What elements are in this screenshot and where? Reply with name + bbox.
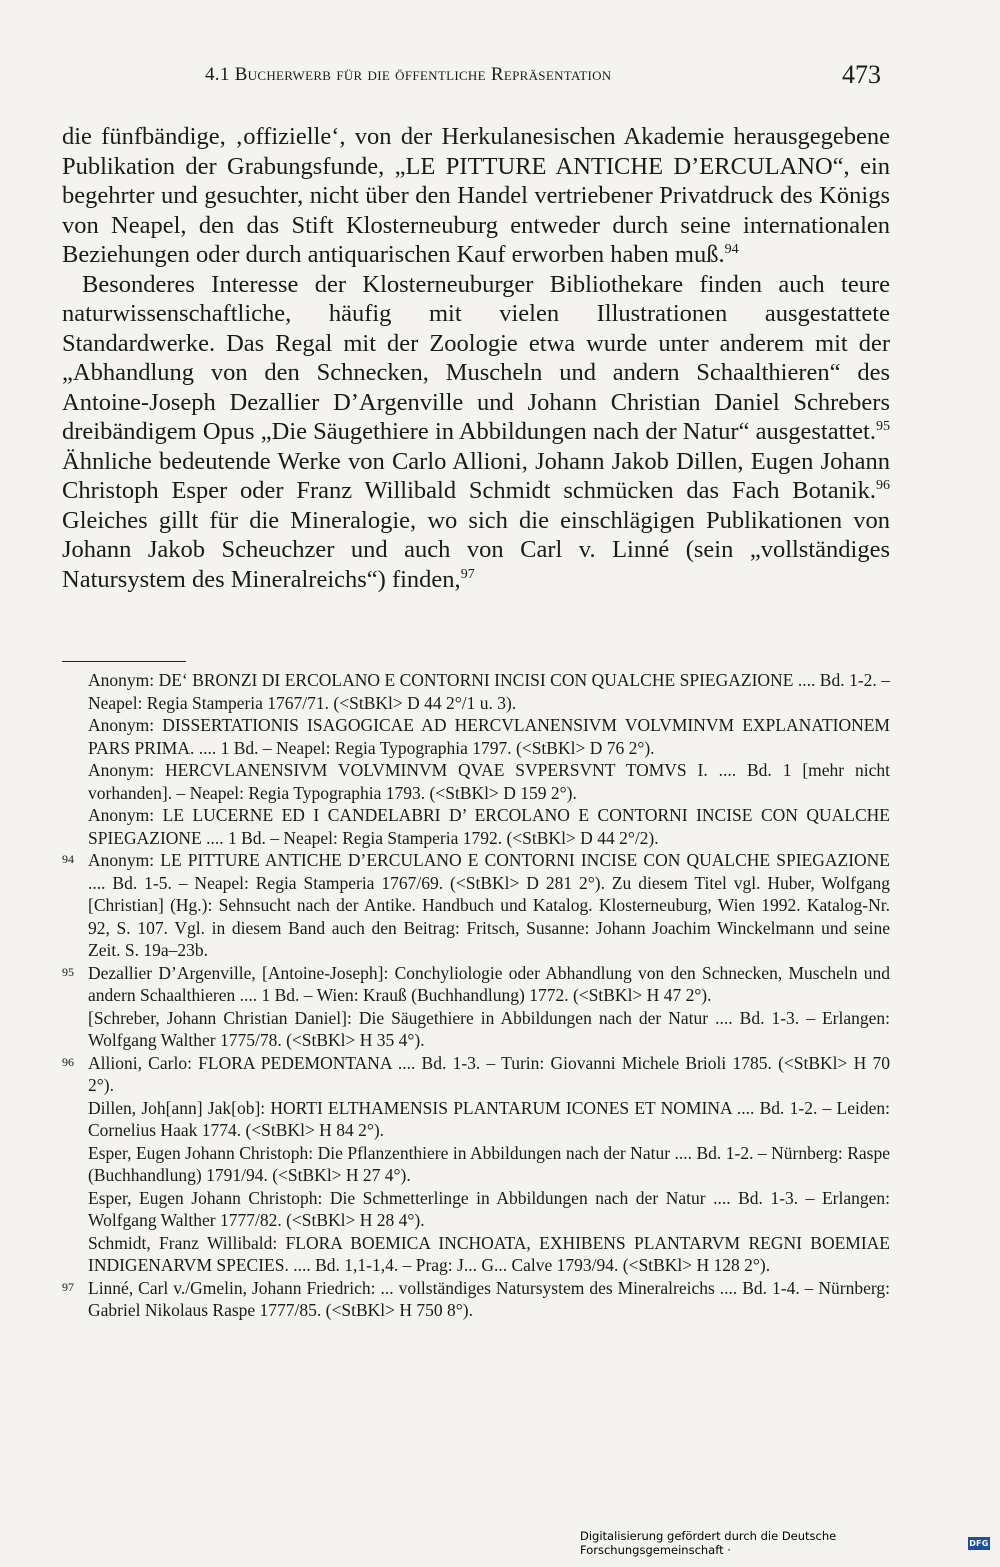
footnote-ref-94[interactable]: 94 [724,241,739,257]
footnote-mark: 94 [62,852,74,866]
footnote-94 [62,849,890,962]
footnote-entry: Anonym: DE‘ BRONZI DI ERCOLANO E CONTORNI INCISI CON QUALCHE SPIEGAZIONE .... Bd. 1-2. – Neapel: Regia Stamperia 1767/71. (<StBKl> D 44 2°/1 u. 3). [88,670,890,713]
footnote-entry: Esper, Eugen Johann Christoph: Die Schmetterlinge in Abbildungen nach der Natur .... Bd. 1-3. – Erlangen: Wolfgang Walther 1777/82. (<StBKl> H 28 4°). [88,1187,890,1230]
digitization-credit [580,1529,990,1557]
footnote-entry: [Schreber, Johann Christian Daniel]: Die Säugethiere in Abbildungen nach der Natur .... Bd. 1-3. – Erlangen: Wolfgang Walther 1775/78. (<StBKl> H 35 4°). [88,1007,890,1050]
footnote-entries [88,962,890,1052]
footnote-entry: Dezallier D’Argenville, [Antoine-Joseph]: Conchyliologie oder Abhandlung von den Schnecken, Muscheln und andern Schaalthieren .... 1 Bd. – Wien: Krauß (Buchhandlung) 1772. (<StBKl> H 47 2°). [88,962,890,1005]
footnote-entry: Allioni, Carlo: FLORA PEDEMONTANA .... Bd. 1-3. – Turin: Giovanni Michele Brioli 1785. (<StBKl> H 70 2°). [88,1052,890,1095]
footnote-mark: 95 [62,964,74,979]
footnote-97 [62,1277,890,1322]
footnote-96 [62,1052,890,1277]
footnote-mark: 96 [62,1054,74,1069]
footnote-entry: Anonym: LE PITTURE ANTICHE D’ERCULANO E CONTORNI INCISE CON QUALCHE SPIEGAZIONE .... Bd. 1-5. – Neapel: Regia Stamperia 1767/69. (<StBKl> D 281 2°). Zu diesem Titel vgl. Huber, Wolfgang [Christian] (Hg.): Sehnsucht nach der Antike. Handbuch und Katalog. Klosterneuburg, Wien 1992. Katalog-Nr. 92, S. 107. Vgl. in diesem Band auch den Beitrag: Fritsch, Susanne: Johann Joachim Winckelmann und seine Zeit. S. 19a–23b. [88,850,890,960]
footnote-ref-95[interactable]: 95 [876,418,890,434]
footnote-entry: Anonym: LE LUCERNE ED I CANDELABRI D’ ERCOLANO E CONTORNI INCISE CON QUALCHE SPIEGAZIONE .... 1 Bd. – Neapel: Regia Stamperia 1792. (<StBKl> D 44 2°/2). [88,805,890,848]
main-text [62,122,890,594]
running-header-title: 4.1 Bucherwerb für die öffentliche Repräsentation [205,64,612,85]
page-number: 473 [842,60,881,89]
footnote-separator [62,661,186,662]
footnote-entries [88,849,890,962]
footnote-entry: Linné, Carl v./Gmelin, Johann Friedrich: ... vollständiges Natursystem des Mineralreichs .... Bd. 1-4. – Nürnberg: Gabriel Nikolaus Raspe 1777/85. (<StBKl> H 750 8°). [88,1277,890,1320]
footnotes [62,669,890,1322]
footnote-entry: Anonym: HERCVLANENSIVM VOLVMINVM QVAE SVPERSVNT TOMVS I. .... Bd. 1 [mehr nicht vorhanden]. – Neapel: Regia Typographia 1793. (<StBKl> D 159 2°). [88,760,890,803]
dfg-logo-icon: DFG [969,1538,989,1548]
footnote-ref-97[interactable]: 97 [460,566,475,582]
paragraph-2-seg2: Ähnliche bedeutende Werke von Carlo Allioni, Johann Jakob Dillen, Eugen Johann Christoph Esper oder Franz Willibald Schmidt schmücken das Fach Botanik. [62,447,890,504]
footnote-entry: Esper, Eugen Johann Christoph: Die Pflanzenthiere in Abbildungen nach der Natur .... Bd. 1-2. – Nürnberg: Raspe (Buchhandlung) 1791/94. (<StBKl> H 27 4°). [88,1142,890,1185]
paragraph-2 [62,270,890,595]
paragraph-1-text: die fünfbändige, ‚offizielle‘, von der Herkulanesischen Akademie herausgegebene Publikation der Grabungsfunde, „LE PITTURE ANTICHE D’ERCULANO“, ein begehrter und gesuchter, nicht über den Handel vertriebener Privatdruck des Königs von Neapel, den das Stift Klosterneuburg entweder durch seine internationalen Beziehungen oder durch antiquarischen Kauf erworben haben muß. [62,123,890,268]
paragraph-2-seg1: Besonderes Interesse der Klosterneuburger Bibliothekare finden auch teure naturwissenschaftliche, häufig mit vielen Illustrationen ausgestattete Standardwerke. Das Regal mit der Zoologie etwa wurde unter anderem mit der „Abhandlung von den Schnecken, Muscheln und andern Schaalthieren“ des Antoine-Joseph Dezallier D’Argenville und Johann Christian Daniel Schrebers dreibändigem Opus „Die Säugethiere in Abbildungen nach der Natur“ ausgestattet. [62,270,890,445]
footnote-entry: Dillen, Joh[ann] Jak[ob]: HORTI ELTHAMENSIS PLANTARUM ICONES ET NOMINA .... Bd. 1-2. – Leiden: Cornelius Haak 1774. (<StBKl> H 84 2°). [88,1097,890,1140]
footnote-entry: Anonym: DISSERTATIONIS ISAGOGICAE AD HERCVLANENSIVM VOLVMINVM EXPLANATIONEM PARS PRIMA. .... 1 Bd. – Neapel: Regia Typographia 1797. (<StBKl> D 76 2°). [88,715,890,758]
paragraph-2-seg3: Gleiches gillt für die Mineralogie, wo sich die einschlägigen Publikationen von Johann Jakob Scheuchzer und auch von Carl v. Linné (sein „vollständiges Natursystem des Mineralreichs“) finden, [62,506,890,593]
digitization-credit-text: Digitalisierung gefördert durch die Deutsche Forschungsgemeinschaft · [580,1529,837,1557]
paragraph-1 [62,122,890,270]
footnote-ref-96[interactable]: 96 [876,477,890,493]
footnote-mark: 97 [62,1279,74,1294]
footnote-entries [88,1052,890,1277]
footnote-95 [62,962,890,1052]
footnote-entries [88,669,890,849]
running-header [0,60,1000,96]
footnote-mark-empty [62,669,88,849]
footnote-continued [62,669,890,849]
footnote-entries [88,1277,890,1322]
footnote-entry: Schmidt, Franz Willibald: FLORA BOEMICA INCHOATA, EXHIBENS PLANTARVM REGNI BOEMIAE INDIGENARVM SPECIES. .... Bd. 1,1-1,4. – Prag: J... G... Calve 1793/94. (<StBKl> H 128 2°). [88,1232,890,1275]
